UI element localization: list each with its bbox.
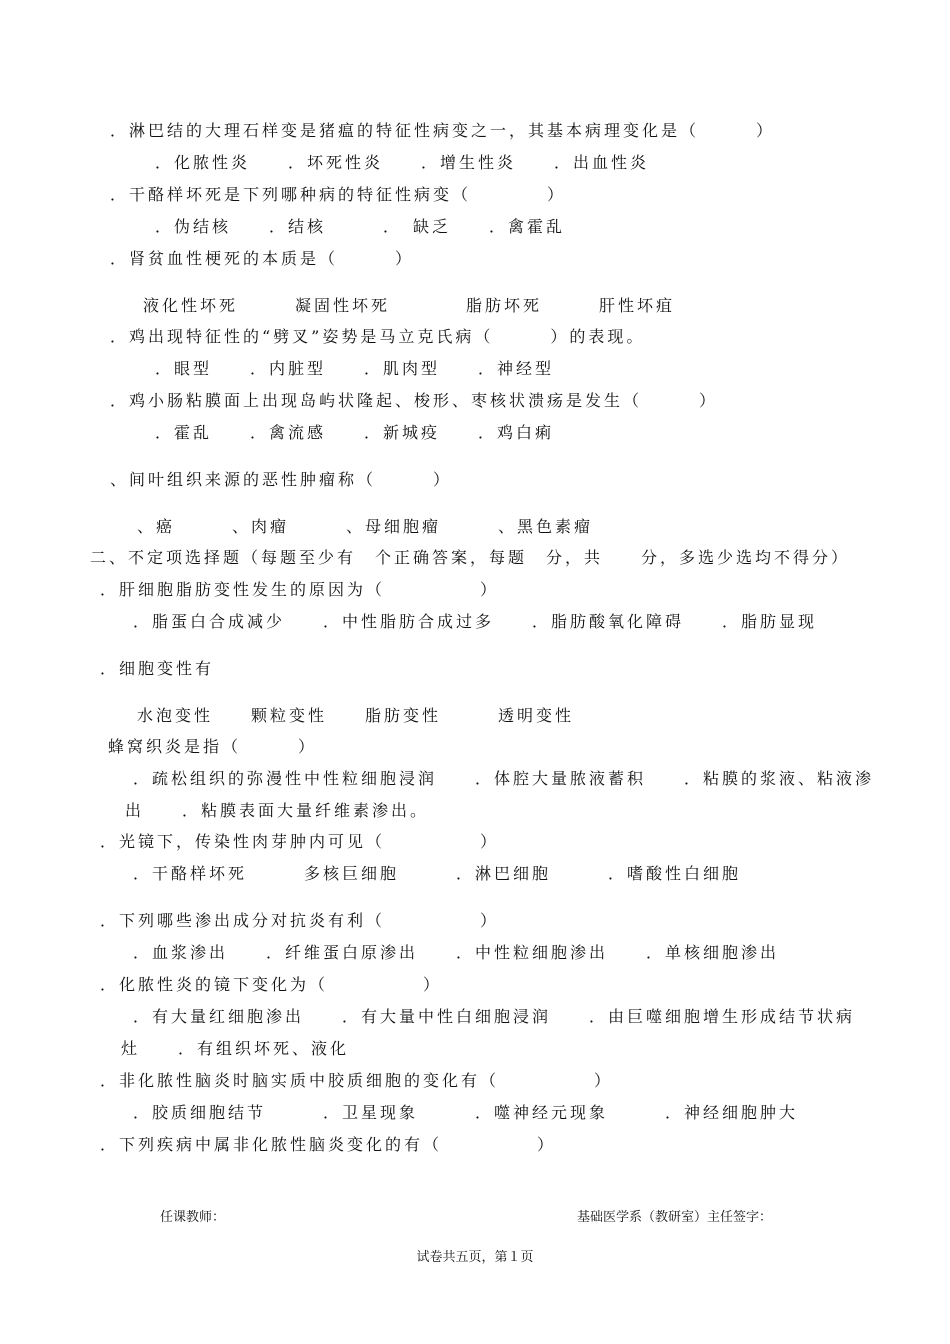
option-line: ．脂蛋白合成减少 ．中性脂肪合成过多 ．脂肪酸氧化障碍 ．脂肪显现 — [133, 612, 818, 631]
page-number: 试卷共五页，第１页 — [416, 1250, 534, 1265]
option-line: 、癌 、肉瘤 、母细胞瘤 、黑色素瘤 — [137, 517, 594, 536]
option-line: ．眼型 ．内脏型 ．肌肉型 ．神经型 — [155, 359, 555, 378]
option-line: ．化脓性炎 ．坏死性炎 ．增生性炎 ．出血性炎 — [155, 153, 650, 172]
question-line: ．鸡小肠粘膜面上出现岛屿状隆起、梭形、枣核状溃疡是发生（ ） — [110, 391, 719, 410]
option-line: ．血浆渗出 ．纤维蛋白原渗出 ．中性粒细胞渗出 ．单核细胞渗出 — [133, 943, 780, 962]
option-line: ．疏松组织的弥漫性中性粒细胞浸润 ．体腔大量脓液蓄积 ．粘膜的浆液、粘液渗 — [133, 769, 875, 788]
question-line: 蜂窝织炎是指（ ） — [108, 737, 318, 756]
question-line: ．下列哪些渗出成分对抗炎有利（ ） — [100, 911, 500, 930]
option-line: 液化性坏死 凝固性坏死 脂肪坏死 肝性坏疽 — [143, 296, 676, 315]
question-line: ．淋巴结的大理石样变是猪瘟的特征性病变之一，其基本病理变化是（ ） — [110, 121, 776, 140]
option-line: 水泡变性 颗粒变性 脂肪变性 透明变性 — [137, 706, 575, 725]
question-line: ．非化脓性脑炎时脑实质中胶质细胞的变化有（ ） — [100, 1071, 614, 1090]
question-line: ．下列疾病中属非化脓性脑炎变化的有（ ） — [100, 1135, 557, 1154]
option-line: ．胶质细胞结节 ．卫星现象 ．噬神经元现象 ．神经细胞肿大 — [133, 1103, 799, 1122]
question-line: ．化脓性炎的镜下变化为（ ） — [100, 975, 443, 994]
option-line: ．干酪样坏死 多核巨细胞 ．淋巴细胞 ．嗜酸性白细胞 — [133, 864, 742, 883]
question-line: ．鸡出现特征性的“劈叉”姿势是马立克氏病（ ）的表现。 — [110, 327, 646, 346]
question-line: ．干酪样坏死是下列哪种病的特征性病变（ ） — [110, 185, 567, 204]
question-line: ．光镜下，传染性肉芽肿内可见（ ） — [100, 832, 500, 851]
option-line: 出 ．粘膜表面大量纤维素渗出。 — [125, 801, 430, 820]
question-line: ．细胞变性有 — [100, 659, 215, 678]
question-line: ．肝细胞脂肪变性发生的原因为（ ） — [100, 580, 500, 599]
option-line: ．有大量红细胞渗出 ．有大量中性白细胞浸润 ．由巨噬细胞增生形成结节状病 — [133, 1007, 856, 1026]
director-signature-label: 基础医学系（教研室）主任签字： — [577, 1210, 773, 1225]
option-line: ．伪结核 ．结核 ． 缺乏 ．禽霍乱 — [155, 217, 566, 236]
option-line: 灶 ．有组织坏死、液化 — [121, 1039, 350, 1058]
section-heading: 二、不定项选择题（每题至少有 个正确答案，每题 分，共 分，多选少选均不得分） — [90, 548, 851, 567]
teacher-label: 任课教师： — [160, 1210, 226, 1225]
question-line: ．肾贫血性梗死的本质是（ ） — [110, 249, 415, 268]
option-line: ．霍乱 ．禽流感 ．新城疫 ．鸡白痢 — [155, 423, 555, 442]
question-line: 、间叶组织来源的恶性肿瘤称（ ） — [110, 470, 453, 489]
